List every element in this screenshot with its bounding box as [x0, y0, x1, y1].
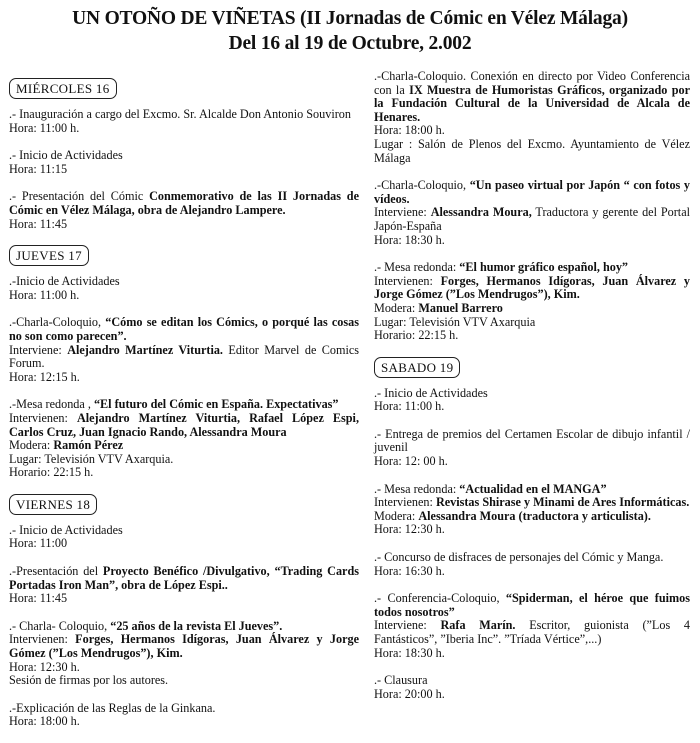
speakers-names: Rafa Marín. — [440, 618, 516, 633]
event-title: “25 años de la revista El Jueves”. — [110, 618, 283, 633]
speakers-names: Forges, Hermanos Idígoras, Juan Álvarez y Jorge Gómez (”Los Mendrugos”), Kim. — [9, 632, 359, 661]
event-item — [374, 674, 690, 701]
speakers-label: Intervienen: — [9, 410, 77, 425]
event-title: “El futuro del Cómic en España. Expectativas” — [93, 397, 339, 412]
speakers-label: Interviene: — [374, 618, 441, 633]
event-description — [9, 702, 359, 716]
event-title: Conmemorativo de las II Jornadas de Cómic en Vélez Málaga, obra de Alejandro Lampere. — [9, 189, 359, 217]
speakers-names: Forges, Hermanos Idígoras, Juan Álvarez y Jorge Gómez (”Los Mendrugos”), Kim. — [374, 273, 690, 302]
event-speakers — [374, 206, 690, 233]
event-text: .-Charla-Coloquio. Conexión en directo por Video Conferencia con la — [374, 69, 690, 97]
event-text: .- Conferencia-Coloquio, — [374, 591, 506, 606]
event-description — [374, 428, 690, 455]
left-column — [9, 78, 359, 743]
day-heading-jueves: JUEVES 17 — [9, 245, 89, 266]
event-hora: Hora: 18:00 h. — [374, 123, 445, 138]
event-description — [374, 551, 690, 565]
event-item — [374, 551, 690, 578]
event-description — [9, 275, 359, 289]
event-description — [374, 387, 690, 401]
speakers-names: Revistas Shirase y Minami de Ares Informáticas. — [435, 495, 690, 510]
event-text: .- Charla- Coloquio, — [9, 618, 111, 633]
event-hora: Hora: 12:15 h. — [9, 369, 80, 384]
event-hora: Horario: 22:15 h. — [9, 465, 94, 480]
event-item — [9, 620, 359, 688]
event-item — [9, 190, 359, 231]
event-hora: Hora: 11:00 h. — [374, 399, 445, 414]
event-item — [374, 592, 690, 660]
speakers-label: Interviene: — [9, 342, 68, 357]
event-speakers — [9, 633, 359, 660]
speakers-names: Alejandro Martínez Viturtia, Rafael López Espi, Carlos Cruz, Juan Ignacio Rando, Alessandra Moura — [9, 410, 359, 439]
event-description — [9, 316, 359, 343]
event-speakers — [9, 344, 359, 371]
event-title: IX Muestra de Humoristas Gráficos, organizado por la Fundación Cultural de la Universidad de Alcala de Henares. — [374, 82, 690, 124]
event-moderator — [9, 439, 359, 453]
event-description — [9, 620, 359, 634]
event-description — [374, 592, 690, 619]
moderator-label: Modera: — [374, 508, 419, 523]
title-line-2: Del 16 al 19 de Octubre, 2.002 — [228, 33, 472, 54]
event-item — [9, 524, 359, 551]
event-hora: Hora: 18:00 h. — [9, 714, 80, 729]
event-speakers — [9, 412, 359, 439]
moderator-name: Ramón Pérez — [53, 438, 124, 453]
event-hora: Hora: 16:30 h. — [374, 563, 445, 578]
event-lugar: Lugar: Televisión VTV Axarquia — [374, 314, 536, 329]
event-text: .-Explicación de las Reglas de la Ginkana. — [9, 700, 216, 715]
event-text: .-Mesa redonda , — [9, 397, 94, 412]
event-hora: Hora: 11:15 — [9, 161, 68, 176]
moderator-name: Manuel Barrero — [418, 300, 503, 315]
event-item — [9, 702, 359, 729]
event-hora: Hora: 12:30 h. — [9, 659, 80, 674]
event-description — [374, 179, 690, 206]
title-line-1: UN OTOÑO DE VIÑETAS (II Jornadas de Cómic en Vélez Málaga) — [72, 8, 628, 29]
event-hora: Hora: 11:00 h. — [9, 287, 80, 302]
event-title: “Spiderman, el héroe que fuimos todos nosotros” — [374, 591, 690, 619]
day-heading-sabado: SABADO 19 — [374, 357, 460, 378]
event-hora: Hora: 18:30 h. — [374, 232, 445, 247]
event-text: .- Entrega de premios del Certamen Escolar de dibujo infantil / juvenil — [374, 426, 690, 455]
event-text: .-Charla-Coloquio, — [9, 315, 106, 330]
event-description — [9, 398, 359, 412]
event-item — [374, 261, 690, 343]
speakers-names: Alessandra Moura, — [430, 205, 532, 220]
event-item — [374, 483, 690, 537]
document-title — [0, 6, 700, 56]
day-heading-viernes: VIERNES 18 — [9, 494, 97, 515]
event-item — [9, 108, 359, 135]
event-text: .- Inicio de Actividades — [374, 385, 488, 400]
event-title: Proyecto Benéfico /Divulgativo, “Trading Cards Portadas Iron Man”, obra de López Espi.. — [9, 564, 359, 592]
event-hora: Hora: 12:30 h. — [374, 522, 445, 537]
event-item — [9, 275, 359, 302]
event-text: .- Concurso de disfraces de personajes del Cómic y Manga. — [374, 550, 664, 565]
moderator-name: Alessandra Moura (traductora y articulista). — [418, 508, 651, 523]
event-text: .- Presentación del Cómic — [9, 189, 150, 204]
moderator-label: Modera: — [374, 300, 419, 315]
event-item — [374, 387, 690, 414]
moderator-label: Modera: — [9, 438, 54, 453]
event-description — [374, 674, 690, 688]
event-title: “Actualidad en el MANGA” — [459, 481, 607, 496]
speakers-label: Intervienen: — [9, 632, 76, 647]
event-moderator — [374, 510, 690, 524]
event-title: “El humor gráfico español, hoy” — [459, 260, 629, 275]
event-hora: Hora: 12: 00 h. — [374, 454, 448, 469]
event-item — [374, 70, 690, 165]
speakers-note: Traductora y gerente del Portal Japón-España — [374, 205, 690, 233]
event-hora: Hora: 11:45 — [9, 591, 68, 606]
event-description — [9, 190, 359, 217]
event-extra: Sesión de firmas por los autores. — [9, 673, 169, 688]
event-speakers — [374, 619, 690, 646]
event-text: .- Mesa redonda: — [374, 260, 460, 275]
event-text: .- Inicio de Actividades — [9, 148, 123, 163]
event-title: “Un paseo virtual por Japón “ con fotos y vídeos. — [374, 178, 690, 206]
event-hora: Hora: 20:00 h. — [374, 686, 445, 701]
speakers-note: Escritor, guionista (”Los 4 Fantásticos”, ”Iberia Inc”. ”Tríada Vértice”,...) — [374, 618, 690, 646]
event-hora: Hora: 18:30 h. — [374, 645, 445, 660]
event-speakers — [374, 496, 690, 510]
event-description — [9, 108, 359, 122]
event-moderator — [374, 302, 690, 316]
speakers-label: Intervienen: — [374, 273, 441, 288]
event-hora: Hora: 11:00 h. — [9, 120, 80, 135]
event-text: .-Inicio de Actividades — [9, 274, 120, 289]
event-text: .-Presentación del — [9, 564, 103, 579]
speakers-label: Intervienen: — [374, 495, 436, 510]
event-text: .- Inicio de Actividades — [9, 522, 123, 537]
speakers-note: Editor Marvel de Comics Forum. — [9, 342, 359, 371]
event-hora: Hora: 11:45 — [9, 216, 68, 231]
event-description — [9, 149, 359, 163]
event-description — [9, 565, 359, 592]
event-item — [9, 149, 359, 176]
event-text: .- Inauguración a cargo del Excmo. Sr. Alcalde Don Antonio Souviron — [9, 107, 351, 121]
event-item — [9, 316, 359, 384]
event-speakers — [374, 275, 690, 302]
speakers-label: Interviene: — [374, 205, 431, 220]
event-lugar: Lugar: Televisión VTV Axarquia. — [9, 451, 174, 466]
event-lugar: Lugar : Salón de Plenos del Excmo. Ayuntamiento de Vélez Málaga — [374, 136, 690, 165]
event-title: “Cómo se editan los Cómics, o porqué las cosas no son como parecen”. — [9, 315, 359, 343]
event-text: .- Clausura — [374, 673, 428, 688]
event-description — [374, 483, 690, 497]
event-item — [374, 428, 690, 469]
event-text: .- Mesa redonda: — [374, 481, 460, 496]
speakers-names: Alejandro Martínez Viturtia. — [67, 342, 223, 357]
event-hora: Horario: 22:15 h. — [374, 328, 459, 343]
event-description — [9, 524, 359, 538]
day-heading-miercoles: MIÉRCOLES 16 — [9, 78, 117, 99]
event-text: .-Charla-Coloquio, — [374, 178, 470, 193]
event-description — [374, 70, 690, 124]
right-column — [374, 70, 690, 715]
event-item — [9, 398, 359, 480]
event-item — [374, 179, 690, 247]
event-item — [9, 565, 359, 606]
event-description — [374, 261, 690, 275]
event-hora: Hora: 11:00 — [9, 536, 68, 551]
